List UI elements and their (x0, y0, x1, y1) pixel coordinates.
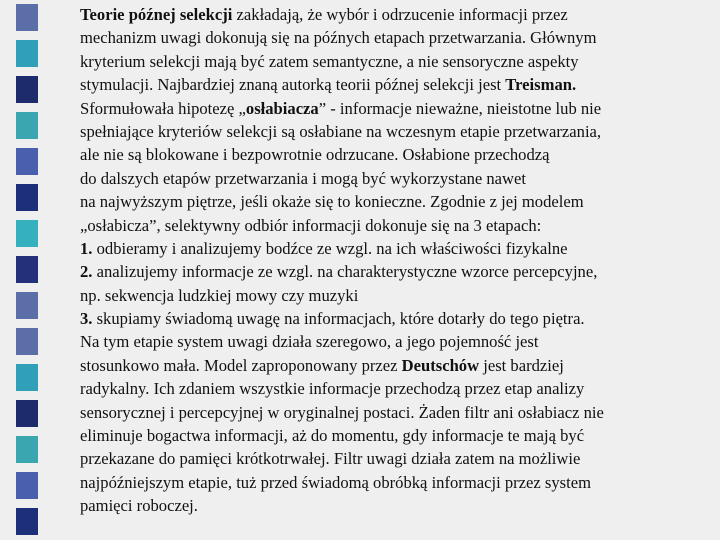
bold-term: Teorie późnej selekcji (80, 5, 233, 24)
text-span: odbieramy i analizujemy bodźce ze wzgl. na ich właściwości fizykalne (92, 238, 568, 258)
text-line: kryterium selekcji mają być zatem semantyczne, a nie sensoryczne aspekty (80, 51, 579, 71)
text-line: pamięci roboczej. (80, 496, 198, 516)
text-span: zakładają, że wybór i odrzucenie informacji przez (232, 5, 568, 24)
text-line (80, 73, 712, 96)
document-text (80, 3, 712, 518)
decorative-stripe-segment (16, 76, 38, 103)
decorative-stripe-segment (16, 436, 38, 463)
text-line (80, 97, 712, 120)
decorative-stripe-segment (16, 112, 38, 139)
text-line: np. sekwencja ludzkiej mowy czy muzyki (80, 285, 359, 305)
text-line (80, 3, 712, 26)
text-line: eliminuje bogactwa informacji, aż do momentu, gdy informacje te mają być (80, 426, 585, 446)
text-line: ale nie są blokowane i bezpowrotnie odrzucane. Osłabione przechodzą (80, 145, 550, 165)
decorative-stripe-band (0, 0, 70, 540)
step-number: 1. (80, 238, 93, 258)
decorative-stripe-segment (16, 40, 38, 67)
text-line: sensorycznej i percepcyjnej w oryginalnej postaci. Żaden filtr ani osłabiacz nie (80, 402, 604, 422)
decorative-stripe-segment (16, 256, 38, 283)
text-line (80, 307, 712, 330)
text-line: radykalny. Ich zdaniem wszystkie informacje przechodzą przez etap analizy (80, 379, 585, 399)
decorative-stripe-segment (16, 472, 38, 499)
text-line: najpóźniejszym etapie, tuż przed świadomą obróbką informacji przez system (80, 472, 591, 492)
bold-term: Treisman. (505, 75, 577, 95)
text-line (80, 237, 712, 260)
text-line: do dalszych etapów przetwarzania i mogą być wykorzystane nawet (80, 168, 527, 188)
bold-term: Deutschów (401, 355, 480, 375)
text-line: przekazane do pamięci krótkotrwałej. Filtr uwagi działa zatem na możliwie (80, 449, 581, 469)
text-span: Sformułowała hipotezę „ (80, 98, 246, 118)
step-number: 2. (80, 262, 93, 282)
text-line: spełniające kryteriów selekcji są osłabiane na wczesnym etapie przetwarzania, (80, 121, 602, 141)
decorative-stripe-segment (16, 508, 38, 535)
text-span: skupiamy świadomą uwagę na informacjach, które dotarły do tego piętra. (92, 309, 585, 329)
text-line: „osłabicza”, selektywny odbiór informacji dokonuje się na 3 etapach: (80, 215, 542, 235)
text-line: Na tym etapie system uwagi działa szeregowo, a jego pojemność jest (80, 332, 539, 352)
text-span: analizujemy informacje ze wzgl. na charakterystyczne wzorce percepcyjne, (92, 262, 598, 282)
decorative-stripe-segment (16, 4, 38, 31)
text-span: jest bardziej (479, 355, 564, 375)
text-span: ” - informacje nieważne, nieistotne lub nie (318, 98, 602, 118)
text-line (80, 260, 712, 283)
text-span: stosunkowo mała. Model zaproponowany przez (80, 355, 402, 375)
decorative-stripe-segment (16, 328, 38, 355)
decorative-stripe-segment (16, 400, 38, 427)
text-span: stymulacji. Najbardziej znaną autorką teorii późnej selekcji jest (80, 75, 506, 95)
text-line: na najwyższym piętrze, jeśli okaże się to konieczne. Zgodnie z jej modelem (80, 192, 584, 212)
decorative-stripe-segment (16, 184, 38, 211)
decorative-stripe-segment (16, 220, 38, 247)
text-line (80, 354, 712, 377)
decorative-stripe-segment (16, 292, 38, 319)
step-number: 3. (80, 309, 93, 329)
text-line: mechanizm uwagi dokonują się na późnych etapach przetwarzania. Głównym (80, 28, 597, 48)
bold-term: osłabiacza (245, 98, 319, 118)
decorative-stripe-segment (16, 364, 38, 391)
decorative-stripe-segment (16, 148, 38, 175)
